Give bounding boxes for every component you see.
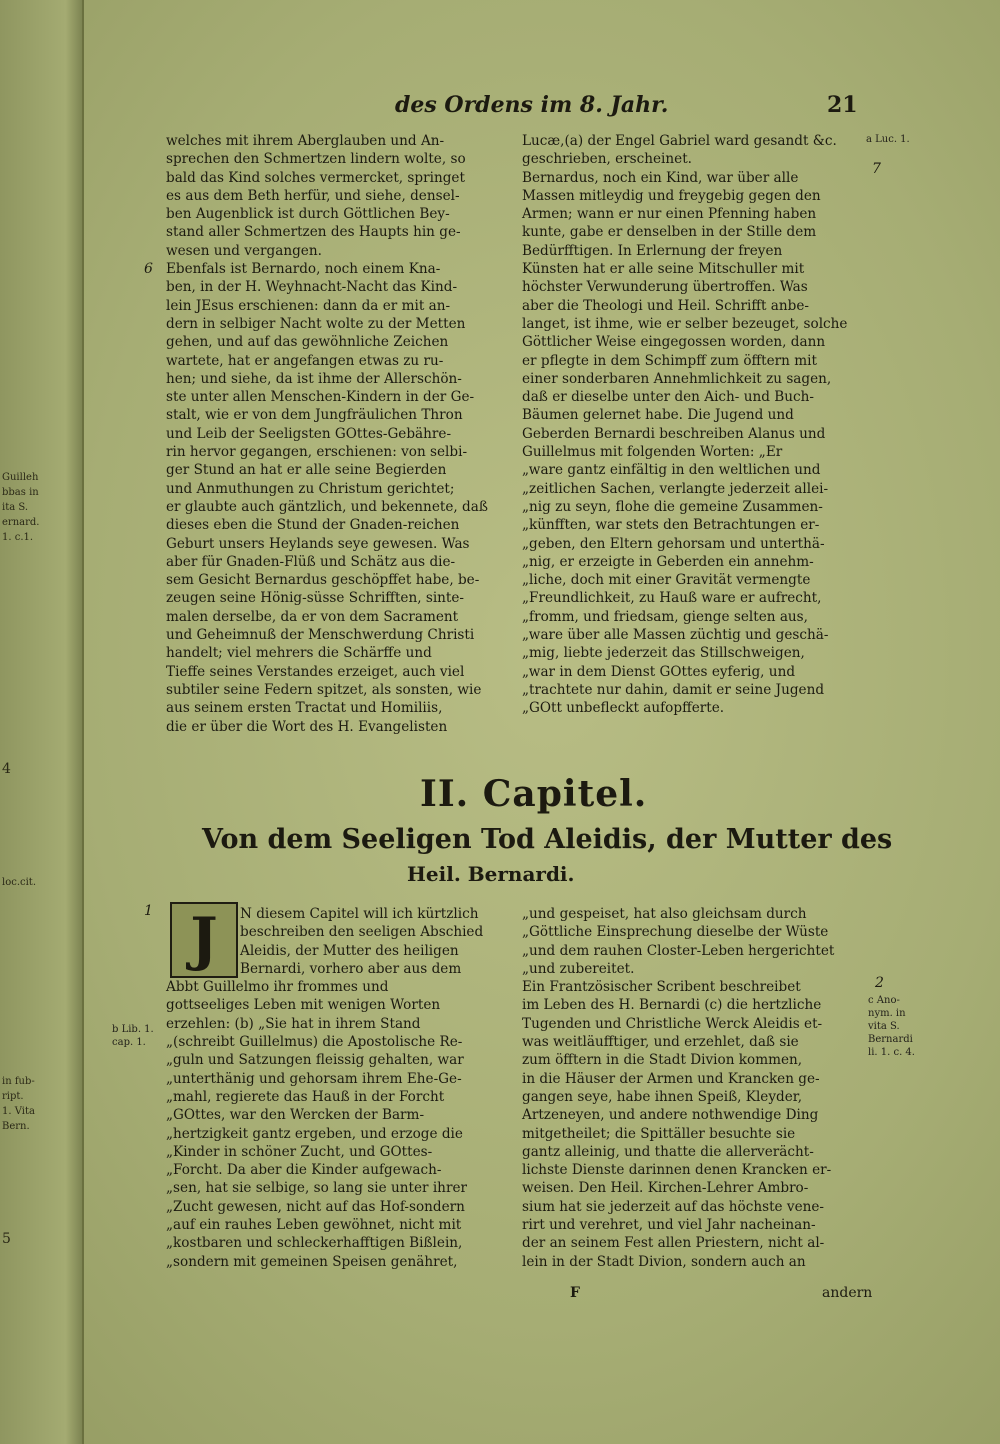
marginal-note: b Lib. 1. cap. 1. <box>112 1024 154 1048</box>
paragraph-number: 6 <box>144 261 153 277</box>
bleed-text: in fub- ript. 1. Vita Bern. <box>2 1076 35 1132</box>
running-head: des Ordens im 8. Jahr. <box>395 92 669 118</box>
drop-cap: J <box>170 902 238 978</box>
paragraph-number: 7 <box>872 161 881 177</box>
chapter-title: II. Capitel. <box>420 773 648 815</box>
bleed-text: 4 <box>2 761 11 777</box>
previous-page-edge <box>0 0 84 1444</box>
chapter-subtitle: Heil. Bernardi. <box>407 862 575 886</box>
page-number: 21 <box>827 92 858 118</box>
right-column-bottom: „und gespeiset, hat also gleichsam durch „Göttliche Einsprechung dieselbe der Wüste „und dem rauhen Closter-Leben hergerichtet „und zubereitet. Ein Frantzösischer Scribent beschreibet im Leben des H. Bernardi (c) die hertzliche Tugenden und Christliche Werck Aleidis et- was weitläufftiger, und erzehlet, daß sie zum öfftern in die Stadt Divion kommen, in die Häuser der Armen und Krancken ge- gangen seye, habe ihnen Speiß, Kleyder, Artzeneyen, und andere nothwendige Ding mitgetheilet; die Spittäller besuchte sie gantz alleinig, und thatte die allerverächt- lichste Dienste darinnen denen Krancken er- weisen. Den Heil. Kirchen-Lehrer Ambro- sium hat sie jederzeit auf das höchste vene- rirt und verehret, und viel Jahr nacheinan- der an seinem Fest allen Priestern, nicht al- lein in der Stadt Divion, sondern auch an <box>522 906 835 1270</box>
signature-mark: F <box>570 1285 580 1301</box>
paragraph-number: 1 <box>144 903 153 919</box>
chapter-subtitle: Von dem Seeligen Tod Aleidis, der Mutter des <box>202 824 893 855</box>
bleed-text: Guilleh bbas in ita S. ernard. 1. c.1. <box>2 472 40 543</box>
bleed-text: 5 <box>2 1231 11 1247</box>
left-column-bottom: N diesem Capitel will ich kürtzlich beschreiben den seeligen Abschied Aleidis, der Mutter des heiligen Bernardi, vorhero aber aus dem Abbt Guillelmo ihr frommes und gottseeliges Leben mit wenigen Worten erzehlen: (b) „Sie hat in ihrem Stand „(schreibt Guillelmus) die Apostolische Re- „guln und Satzungen fleissig gehalten, war „unterthänig und gehorsam ihrem Ehe-Ge- „mahl, regierete das Hauß in der Forcht „GOttes, war den Wercken der Barm- „hertzigkeit gantz ergeben, und erzoge die „Kinder in schöner Zucht, und GOttes- „Forcht. Da aber die Kinder aufgewach- „sen, hat sie selbige, so lang sie unter ihrer „Zucht gewesen, nicht auf das Hof-sondern „auf ein rauhes Leben gewöhnet, nicht mit „kostbaren und schleckerhafftigen Bißlein, „sondern mit gemeinen Speisen genähret, <box>166 906 484 1270</box>
marginal-note: c Ano- nym. in vita S. Bernardi li. 1. c. 4. <box>868 995 915 1058</box>
marginal-note: a Luc. 1. <box>866 134 910 145</box>
right-column-top: Lucæ,(a) der Engel Gabriel ward gesandt &c. geschrieben, erscheinet. Bernardus, noch ein Kind, war über alle Massen mitleydig und freygebig gegen den Armen; wann er nur einen Pfenning haben kunte, gabe er denselben in der Stille dem Bedürfftigen. In Erlernung der freyen Künsten hat er alle seine Mitschuller mit höchster Verwunderung übertroffen. Was aber die Theologi und Heil. Schrifft anbe- langet, ist ihme, wie er selber bezeuget, solche Göttlicher Weise eingegossen worden, dann er pflegte in dem Schimpff zum öfftern mit einer sonderbaren Annehmlichkeit zu sagen, daß er dieselbe unter den Aich- und Buch- Bäumen gelernet habe. Die Jugend und Geberden Bernardi beschreiben Alanus und Guillelmus mit folgenden Worten: „Er „ware gantz einfältig in den weltlichen und „zeitlichen Sachen, verlangte jederzeit allei- „nig zu seyn, flohe die gemeine Zusammen- „künfften, war stets den Betrachtungen er- „geben, den Eltern gehorsam und unterthä- „nig, er erzeigte in Geberden ein annehm- „liche, doch mit einer Gravität vermengte „Freundlichkeit, zu Hauß ware er aufrecht, „fromm, und friedsam, gienge selten aus, „ware über alle Massen züchtig und geschä- „mig, liebte jederzeit das Stillschweigen, „war in dem Dienst GOttes eyferig, und „trachtete nur dahin, damit er seine Jugend „GOtt unbefleckt aufopfferte. <box>522 133 848 717</box>
catchword: andern <box>822 1285 873 1301</box>
bleed-text: loc.cit. <box>2 877 36 888</box>
left-column-top: welches mit ihrem Aberglauben und An- sprechen den Schmertzen lindern wolte, so bald das Kind solches vermercket, springet es aus dem Beth herfür, und siehe, densel- ben Augenblick ist durch Göttlichen Bey- stand aller Schmertzen des Haupts hin ge- wesen und vergangen. Ebenfals ist Bernardo, noch einem Kna- ben, in der H. Weyhnacht-Nacht das Kind- lein JEsus erschienen: dann da er mit an- dern in selbiger Nacht wolte zu der Metten gehen, und auf das gewöhnliche Zeichen wartete, hat er angefangen etwas zu ru- hen; und siehe, da ist ihme der Allerschön- ste unter allen Menschen-Kindern in der Ge- stalt, wie er von dem Jungfräulichen Thron und Leib der Seeligsten GOttes-Gebähre- rin hervor gegangen, erschienen: von selbi- ger Stund an hat er alle seine Begierden und Anmuthungen zu Christum gerichtet; er glaubte auch gäntzlich, und bekennete, daß dieses eben die Stund der Gnaden-reichen Geburt unsers Heylands seye gewesen. Was aber für Gnaden-Flüß und Schätz aus die- sem Gesicht Bernardus geschöpffet habe, be- zeugen seine Hönig-süsse Schrifften, sinte- malen derselbe, da er von dem Sacrament und Geheimnuß der Menschwerdung Christi handelt; viel mehrers die Schärffe und Tieffe seines Verstandes erzeiget, auch viel subtiler seine Federn spitzet, als sonsten, wie aus seinem ersten Tractat und Homiliis, die er über die Wort des H. Evangelisten <box>166 133 488 735</box>
paragraph-number: 2 <box>875 975 884 991</box>
